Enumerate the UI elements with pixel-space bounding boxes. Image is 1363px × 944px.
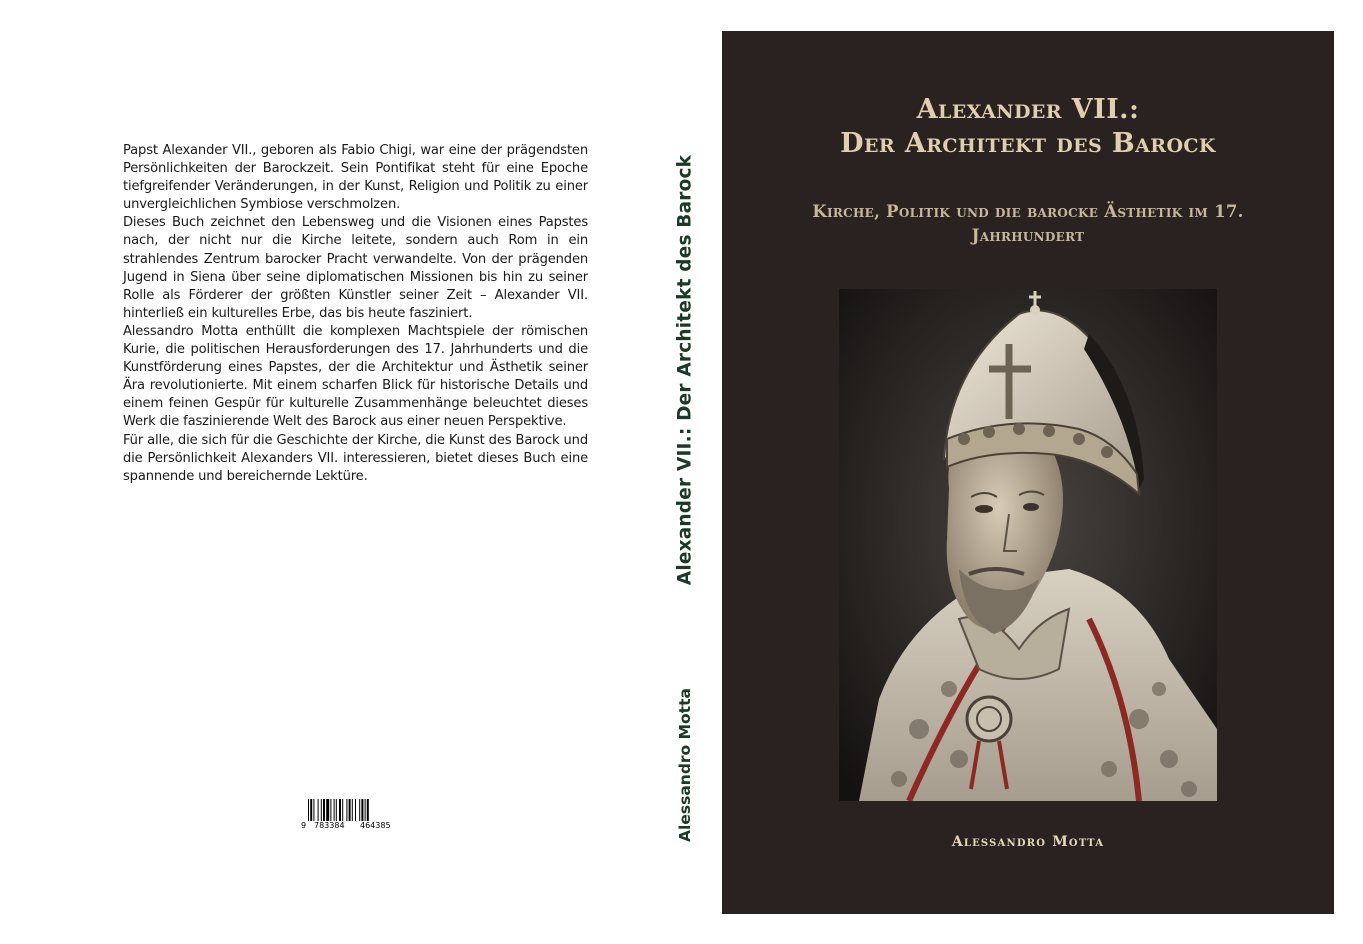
title-line-1: Alexander VII.:	[916, 94, 1140, 125]
pope-portrait-illustration	[839, 289, 1217, 801]
front-cover	[722, 31, 1334, 914]
barcode-group-2: 464385	[360, 821, 391, 830]
blurb-paragraph: Dieses Buch zeichnet den Lebensweg und die Visionen eines Papstes nach, der nicht nur die Kirche leitete, sondern auch Rom in ein strahlendes Zentrum barocker Pracht verwandelte. Von der prägenden Jugend in Siena über seine diplomatischen Missionen bis hin zu seiner Rolle als Förderer der größten Künstler seiner Zeit – Alexander VII. hinterließ ein kulturelles Erbe, das bis heute fasziniert.	[123, 215, 588, 321]
back-cover-blurb	[123, 142, 588, 486]
blurb-paragraph: Papst Alexander VII., geboren als Fabio Chigi, war eine der prägendsten Persönlichkeiten der Barockzeit. Sein Pontifikat steht für eine Epoche tiefgreifender Veränderungen, in der Kunst, Religion und Politik zu einer unvergleichlichen Symbiose verschmolzen.	[123, 143, 588, 213]
front-cover-title	[722, 93, 1334, 161]
front-cover-author: Alessandro Motta	[951, 834, 1105, 850]
blurb-paragraph: Für alle, die sich für die Geschichte der Kirche, die Kunst des Barock und die Persönlichkeit Alexanders VII. interessieren, bietet dieses Buch eine spannende und bereichernde Lektüre.	[123, 432, 588, 484]
back-cover	[0, 0, 660, 944]
front-cover-subtitle: Kirche, Politik und die barocke Ästhetik im 17. Jahrhundert	[812, 202, 1244, 245]
spine-title-text: Alexander VII.: Der Architekt des Barock	[674, 154, 696, 586]
title-line-2: Der Architekt des Barock	[840, 128, 1216, 159]
blurb-paragraph: Alessandro Motta enthüllt die komplexen Machtspiele der römischen Kurie, die politischen Herausforderungen des 17. Jahrhunderts und die Kunstförderung eines Papstes, der die Architektur und Ästhetik seiner Ära revolutionierte. Mit einem scharfen Blick für historische Details und einem feinen Gespür für kulturelle Zusammenhänge beleuchtet dieses Werk die faszinierende Welt des Barock aus einer neuen Perspektive.	[123, 323, 588, 430]
barcode-group-1: 783384	[314, 821, 345, 830]
spine-author-text: Alessandro Motta	[676, 688, 694, 842]
barcode-lead-digit: 9	[301, 821, 307, 830]
isbn-barcode	[300, 797, 404, 831]
